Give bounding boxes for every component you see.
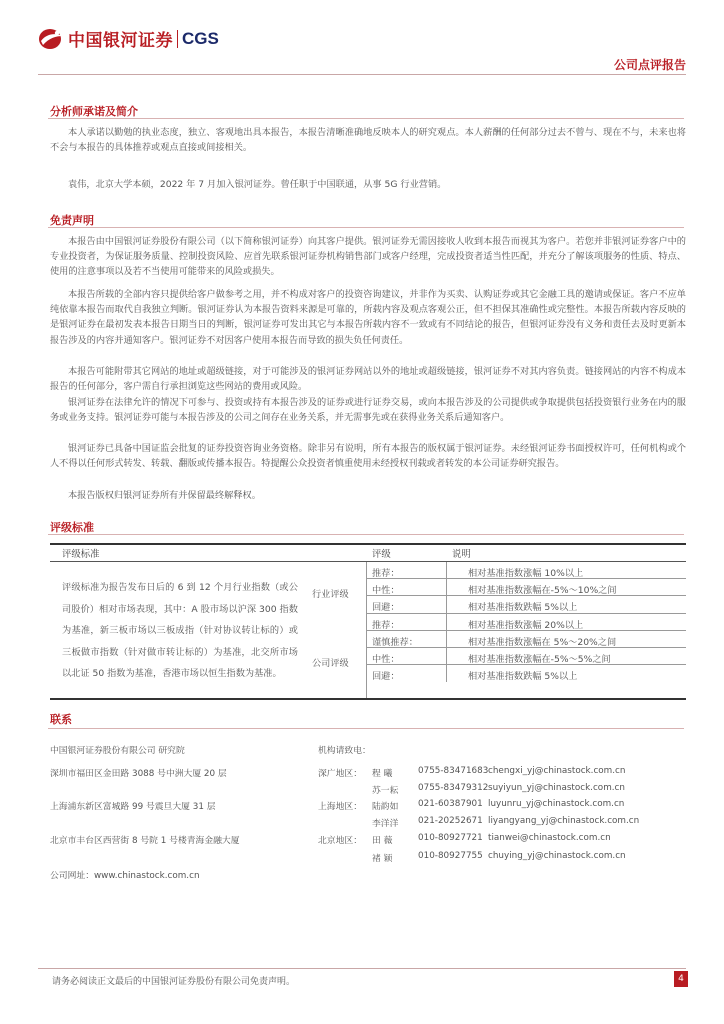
contact-name: 程 曦 [372, 769, 393, 779]
description-cell: 相对基准指数涨幅 10%以上 [468, 568, 584, 579]
cell-divider [446, 614, 447, 630]
section-divider [48, 227, 684, 228]
brand-name-en: CGS [182, 28, 219, 48]
table-row [366, 665, 686, 682]
contact-phone: 021-60387901 [418, 799, 483, 809]
address-shenzhen: 深圳市福田区金田路 3088 号中洲大厦 20 层 [50, 769, 227, 779]
analyst-commitment: 本人承诺以勤勉的执业态度，独立、客观地出具本报告，本报告清晰准确地反映本人的研究观点。本人薪酬的任何部分过去不曾与、现在不与，未来也将不会与本报告的具体推荐或观点直接或间接相关。 [50, 127, 686, 154]
table-row [366, 596, 686, 613]
page-number: 4 [674, 971, 688, 987]
contact-phone: 010-80927755 [418, 851, 483, 861]
description-cell: 相对基准指数涨幅在-5%～5%之间 [468, 654, 611, 665]
description-cell: 相对基准指数跌幅 5%以上 [468, 671, 578, 683]
document-type: 公司点评报告 [613, 58, 686, 72]
contact-name: 褚 颖 [372, 854, 393, 864]
table-row [366, 562, 686, 579]
table-row [366, 614, 686, 631]
description-cell: 相对基准指数跌幅 5%以上 [468, 602, 578, 614]
rating-cell: 谨慎推荐： [372, 636, 418, 648]
company-rating-label: 公司评级 [312, 658, 349, 669]
contact-name: 苏一耘 [372, 786, 399, 796]
table-header-standard: 评级标准 [62, 549, 100, 560]
contact-email[interactable]: suyiyun_yj@chinastock.com.cn [488, 783, 625, 793]
disclaimer-paragraph: 本报告可能附带其它网站的地址或超级链接，对于可能涉及的银河证券网站以外的地址或超级链接，银河证券不对其内容负责。链接网站的内容不构成本报告的任何部分，客户需自行承担浏览这些网站的费用或风险。 [50, 366, 686, 393]
section-divider [48, 728, 684, 729]
galaxy-logo-icon [38, 27, 64, 51]
region-label: 深广地区： [318, 769, 362, 779]
disclaimer-paragraph: 本报告所载的全部内容只提供给客户做参考之用，并不构成对客户的投资咨询建议，并非作为买卖、认购证券或其它金融工具的邀请或保证。客户不应单纯依靠本报告而取代自我独立判断。银河证券认为本报告资料来源是可靠的，所载内容及观点客观公正，但不担保其准确性或完整性。本报告所载内容反映的是银河证券在最初发表本报告日期当日的判断，银河证券可发出其它与本报告所载内容不一致或有不同结论的报告，但银河证券没有义务和责任去及时更新本报告涉及的内容并通知客户。银河证券不对因客户使用本报告而导致的损失负任何责任。 [50, 289, 686, 346]
description-cell: 相对基准指数涨幅在-5%～10%之间 [468, 585, 617, 597]
table-row [366, 579, 686, 596]
contact-section-title: 联系 [50, 713, 72, 726]
table-bottom-rule [50, 698, 686, 700]
footer-notice: 请务必阅读正文最后的中国银河证券股份有限公司免责声明。 [52, 977, 296, 987]
brand-logo [38, 26, 219, 51]
disclaimer-section-title: 免责声明 [50, 214, 94, 227]
logo-separator [177, 30, 178, 48]
table-row [366, 648, 686, 665]
cell-divider [446, 596, 447, 612]
address-shanghai: 上海浦东新区富城路 99 号震旦大厦 31 层 [50, 802, 216, 812]
table-header-rating: 评级 [372, 549, 391, 560]
contact-email[interactable]: tianwei@chinastock.com.cn [488, 833, 611, 843]
table-top-rule [50, 543, 686, 545]
table-row [366, 631, 686, 648]
contact-phone: 021-20252671 [418, 816, 483, 826]
company-name: 中国银河证券股份有限公司 研究院 [50, 746, 185, 756]
analyst-section-title: 分析师承诺及简介 [50, 105, 138, 118]
page-header [38, 26, 688, 76]
cell-divider [446, 579, 447, 595]
table-header-description: 说明 [452, 549, 471, 560]
analyst-bio: 袁伟，北京大学本硕，2022 年 7 月加入银河证券。曾任职于中国联通，从事 5G 行业营销。 [68, 179, 447, 190]
region-label: 北京地区： [318, 836, 362, 846]
section-divider [48, 534, 684, 535]
footer-divider [38, 968, 686, 969]
section-divider [48, 118, 684, 119]
contact-name: 陆韵如 [372, 802, 399, 812]
industry-rating-label: 行业评级 [312, 589, 349, 600]
rating-section-title: 评级标准 [50, 521, 94, 534]
disclaimer-paragraph: 银河证券已具备中国证监会批复的证券投资咨询业务资格。除非另有说明，所有本报告的版权属于银河证券。未经银河证券书面授权许可，任何机构或个人不得以任何形式转发、转载、翻版或传播本报告。特提醒公众投资者慎重使用未经授权刊载或者转发的本公司证券研究报告。 [50, 443, 686, 470]
rating-cell: 中性： [372, 585, 400, 597]
rating-cell: 回避： [372, 602, 400, 614]
contact-email[interactable]: liyangyang_yj@chinastock.com.cn [488, 816, 640, 826]
contact-name: 李洋洋 [372, 819, 399, 829]
header-divider [38, 74, 686, 75]
contact-name: 田 薇 [372, 836, 393, 846]
rating-table [50, 543, 686, 699]
contact-phone: 0755-83479312 [418, 783, 489, 793]
cell-divider [446, 648, 447, 664]
address-beijing: 北京市丰台区西营街 8 号院 1 号楼青海金融大厦 [50, 836, 240, 846]
institution-contact-title: 机构请致电： [318, 746, 371, 756]
rating-cell: 推荐： [372, 568, 400, 579]
rating-standard-text: 评级标准为报告发布日后的 6 到 12 个月行业指数（或公司股价）相对市场表现，其中：A 股市场以沪深 300 指数为基准，新三板市场以三板成指（针对协议转让标的）或三板做市指数（针对做市转让标的）为基准，北交所市场以北证 50 指数为基准，香港市场以恒生指数为基准。 [62, 582, 298, 679]
contact-phone: 0755-83471683 [418, 766, 489, 776]
description-cell: 相对基准指数涨幅在 5%～20%之间 [468, 636, 617, 648]
cell-divider [446, 562, 447, 578]
company-website[interactable]: 公司网址：www.chinastock.com.cn [50, 871, 200, 881]
description-cell: 相对基准指数涨幅 20%以上 [468, 619, 584, 631]
contact-phone: 010-80927721 [418, 833, 483, 843]
cell-divider [446, 665, 447, 682]
contact-email[interactable]: chuying_yj@chinastock.com.cn [488, 851, 626, 861]
rating-cell: 回避： [372, 671, 400, 683]
rating-cell: 中性： [372, 654, 400, 665]
disclaimer-paragraph: 本报告版权归银河证券所有并保留最终解释权。 [68, 490, 261, 501]
contact-email[interactable]: chengxi_yj@chinastock.com.cn [488, 766, 626, 776]
rating-cell: 推荐： [372, 619, 400, 631]
disclaimer-paragraph: 银河证券在法律允许的情况下可参与、投资或持有本报告涉及的证券或进行证券交易，或向本报告涉及的公司提供或争取提供包括投资银行业务在内的服务或业务支持。银河证券可能与本报告涉及的公司之间存在业务关系，并无需事先或在获得业务关系后通知客户。 [50, 397, 686, 424]
region-label: 上海地区： [318, 802, 362, 812]
cell-divider [446, 631, 447, 647]
contact-email[interactable]: luyunru_yj@chinastock.com.cn [488, 799, 625, 809]
brand-name-cn: 中国银河证券 [68, 31, 173, 51]
disclaimer-paragraph: 本报告由中国银河证券股份有限公司（以下简称银河证券）向其客户提供。银河证券无需因接收人收到本报告而视其为客户。若您并非银河证券客户中的专业投资者，为保证服务质量、控制投资风险、应首先联系银河证券机构销售部门或客户经理，完成投资者适当性匹配，并充分了解该项服务的性质、特点、使用的注意事项以及若不当使用可能带来的风险或损失。 [50, 236, 686, 278]
